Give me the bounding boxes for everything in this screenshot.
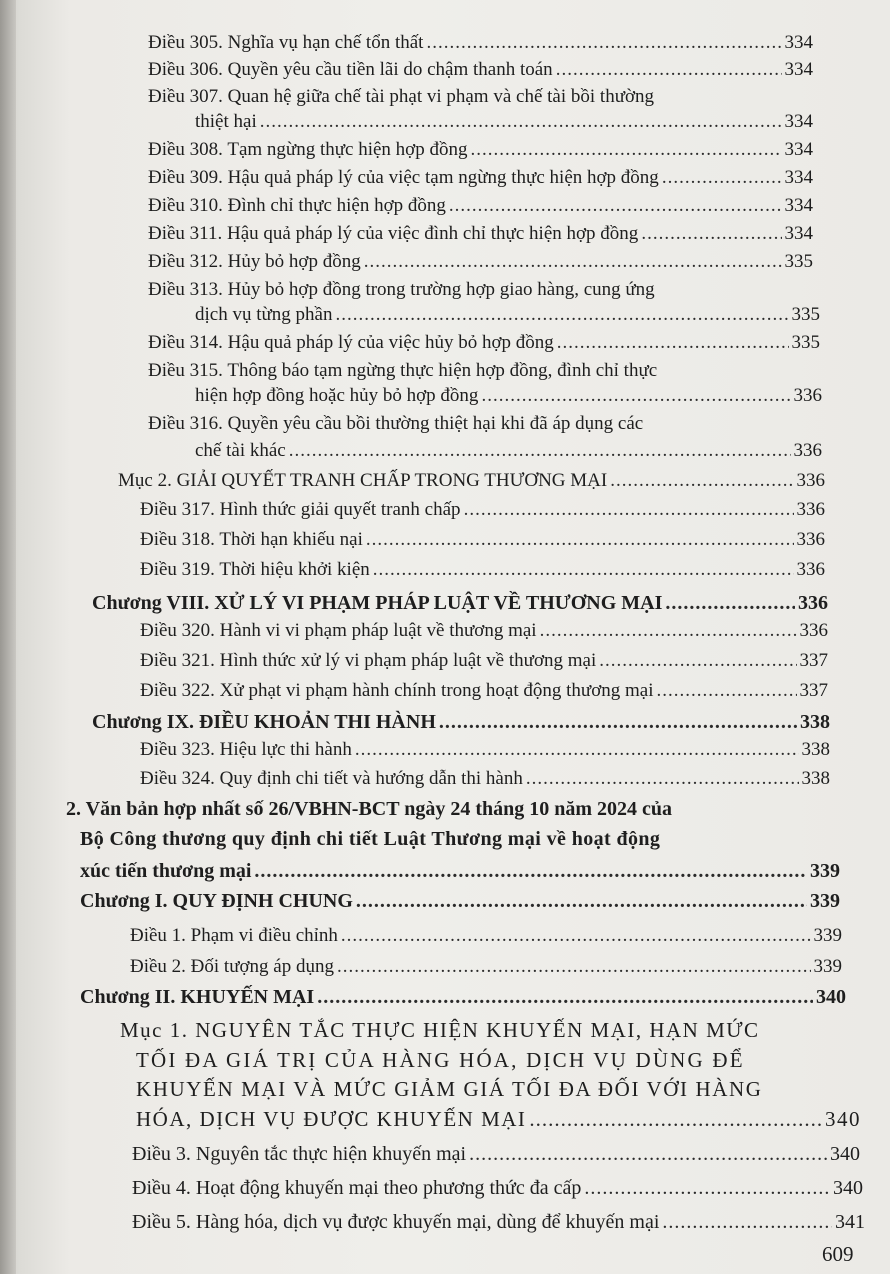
toc-entry-dieu-313-line1: Điều 313. Hủy bỏ hợp đồng trong trường hợp giao hàng, cung ứng [148, 279, 655, 300]
leader-dots [470, 139, 781, 161]
leader-dots [317, 986, 813, 1009]
toc-entry-dieu-316-line1: Điều 316. Quyền yêu cầu bồi thường thiệt hại khi đã áp dụng các [148, 413, 644, 434]
toc-entry-page: 334 [784, 32, 813, 53]
leader-dots [335, 304, 788, 326]
leader-dots [529, 1107, 822, 1132]
leader-dots [289, 440, 791, 462]
toc-entry-dieu-315-line1: Điều 315. Thông báo tạm ngừng thực hiện hợp đồng, đình chỉ thực [148, 360, 658, 381]
leader-dots [662, 167, 782, 189]
toc-entry-dieu-309 [148, 167, 813, 189]
toc-entry-page: 335 [791, 332, 820, 353]
toc-entry-page: 336 [796, 499, 825, 520]
toc-entry-title: Chương I. QUY ĐỊNH CHUNG [80, 890, 353, 912]
toc-section-muc-1 [136, 1107, 861, 1132]
toc-entry-title: Điều 1. Phạm vi điều chỉnh [130, 925, 338, 946]
toc-entry-title: HÓA, DỊCH VỤ ĐƯỢC KHUYẾN MẠI [136, 1107, 527, 1131]
toc-chapter-viii [92, 592, 828, 615]
leader-dots [610, 470, 793, 492]
toc-entry-title: Điều 322. Xử phạt vi phạm hành chính trong hoạt động thương mại [140, 680, 654, 701]
toc-entry-dieu-306 [148, 59, 813, 81]
toc-entry-page: 339 [810, 890, 840, 912]
toc-entry-dieu-318 [140, 529, 825, 551]
leader-dots [526, 768, 799, 790]
toc-entry-dieu-320 [140, 620, 828, 642]
toc-entry-title: Điều 317. Hình thức giải quyết tranh chấp [140, 499, 461, 520]
toc-entry-title: Điều 312. Hủy bỏ hợp đồng [148, 251, 361, 272]
toc-entry-page: 334 [784, 167, 813, 188]
toc-section-muc-1-line3: KHUYẾN MẠI VÀ MỨC GIẢM GIÁ TỐI ĐA ĐỐI VỚI HÀNG [136, 1077, 763, 1101]
toc-entry-title: hiện hợp đồng hoặc hủy bỏ hợp đồng [195, 385, 479, 406]
toc-entry-title: Điều 318. Thời hạn khiếu nại [140, 529, 363, 550]
toc-entry-title: dịch vụ từng phần [195, 304, 333, 325]
page-number: 609 [822, 1242, 854, 1266]
toc-entry-page: 340 [825, 1107, 861, 1131]
toc-entry-title: Điều 2. Đối tượng áp dụng [130, 956, 334, 977]
toc-entry-page: 336 [796, 470, 825, 491]
toc-entry-dieu-323 [140, 739, 830, 761]
toc-entry-page: 334 [784, 59, 813, 80]
toc-entry-dieu-321 [140, 650, 828, 672]
toc-entry-page: 334 [784, 195, 813, 216]
leader-dots [426, 32, 781, 54]
toc-entry-title: Điều 3. Nguyên tắc thực hiện khuyến mại [132, 1143, 467, 1165]
toc-entry-dieu-2 [130, 956, 842, 978]
leader-dots [449, 195, 782, 217]
toc-entry-page: 336 [798, 592, 828, 614]
toc-entry-title: Điều 324. Quy định chi tiết và hướng dẫn thi hành [140, 768, 523, 789]
toc-entry-page: 340 [816, 986, 846, 1008]
toc-entry-page: 337 [799, 680, 828, 701]
toc-entry-title: Điều 306. Quyền yêu cầu tiền lãi do chậm thanh toán [148, 59, 553, 80]
leader-dots [641, 223, 781, 245]
leader-dots [584, 1177, 830, 1200]
toc-entry-page: 340 [830, 1143, 860, 1165]
toc-entry-dieu-317 [140, 499, 825, 521]
toc-entry-title: thiệt hại [195, 111, 257, 132]
toc-entry-title: Điều 4. Hoạt động khuyến mại theo phương thức đa cấp [132, 1177, 582, 1199]
toc-entry-title: Chương VIII. XỬ LÝ VI PHẠM PHÁP LUẬT VỀ THƯƠNG MẠI [92, 592, 663, 614]
toc-entry-dieu-316 [195, 440, 822, 462]
toc-entry-page: 334 [784, 223, 813, 244]
toc-entry-page: 339 [810, 860, 840, 882]
toc-chapter-ix [92, 711, 830, 734]
leader-dots [556, 59, 782, 81]
leader-dots [355, 739, 799, 761]
toc-entry-title: Điều 5. Hàng hóa, dịch vụ được khuyến mại, dùng để khuyến mại [132, 1211, 660, 1233]
toc-entry-page: 334 [784, 111, 813, 132]
toc-entry-dieu-313 [195, 304, 820, 326]
toc-entry-page: 334 [784, 139, 813, 160]
toc-entry-page: 336 [793, 440, 822, 461]
toc-entry-title: Chương IX. ĐIỀU KHOẢN THI HÀNH [92, 711, 436, 733]
toc-entry-page: 338 [801, 768, 830, 789]
toc-entry-page: 341 [835, 1211, 865, 1233]
toc-document-2 [80, 860, 840, 883]
toc-entry-dieu-1 [130, 925, 842, 947]
toc-entry-page: 336 [796, 559, 825, 580]
toc-document-2-line2: Bộ Công thương quy định chi tiết Luật Thương mại về hoạt động [80, 828, 661, 850]
leader-dots [481, 385, 790, 407]
toc-entry-dieu-324 [140, 768, 830, 790]
toc-entry-title: xúc tiến thương mại [80, 860, 252, 882]
toc-section-muc-1-line1: Mục 1. NGUYÊN TẮC THỰC HIỆN KHUYẾN MẠI, HẠN MỨC [120, 1018, 760, 1042]
toc-entry-title: Điều 323. Hiệu lực thi hành [140, 739, 352, 760]
leader-dots [260, 111, 782, 133]
toc-entry-dieu-305 [148, 32, 813, 54]
toc-chapter-ii [80, 986, 846, 1009]
toc-entry-page: 338 [800, 711, 830, 733]
toc-entry-dieu-310 [148, 195, 813, 217]
leader-dots [254, 860, 807, 883]
toc-entry-title: Mục 2. GIẢI QUYẾT TRANH CHẤP TRONG THƯƠNG MẠI [118, 470, 608, 491]
toc-entry-page: 339 [813, 956, 842, 977]
toc-entry-dieu-308 [148, 139, 813, 161]
leader-dots [665, 592, 795, 615]
toc-entry-dieu-4 [132, 1177, 863, 1200]
leader-dots [662, 1211, 832, 1234]
leader-dots [439, 711, 797, 734]
toc-entry-dieu-322 [140, 680, 828, 702]
toc-document-2-line1: 2. Văn bản hợp nhất số 26/VBHN-BCT ngày 24 tháng 10 năm 2024 của [66, 798, 673, 820]
toc-entry-dieu-5 [132, 1211, 865, 1234]
toc-entry-title: Điều 310. Đình chỉ thực hiện hợp đồng [148, 195, 446, 216]
toc-entry-title: Điều 308. Tạm ngừng thực hiện hợp đồng [148, 139, 468, 160]
toc-entry-dieu-307 [195, 111, 813, 133]
toc-entry-dieu-311 [148, 223, 813, 245]
toc-entry-title: chế tài khác [195, 440, 286, 461]
toc-entry-page: 335 [784, 251, 813, 272]
page-gutter-shadow [0, 0, 16, 1274]
toc-entry-title: Điều 311. Hậu quả pháp lý của việc đình chỉ thực hiện hợp đồng [148, 223, 639, 244]
toc-entry-page: 336 [796, 529, 825, 550]
toc-entry-title: Điều 314. Hậu quả pháp lý của việc hủy bỏ hợp đồng [148, 332, 554, 353]
toc-entry-title: Điều 305. Nghĩa vụ hạn chế tổn thất [148, 32, 424, 53]
leader-dots [366, 529, 794, 551]
toc-entry-page: 339 [813, 925, 842, 946]
toc-entry-dieu-3 [132, 1143, 860, 1166]
toc-entry-dieu-314 [148, 332, 820, 354]
toc-section-muc-1-line2: TỐI ĐA GIÁ TRỊ CỦA HÀNG HÓA, DỊCH VỤ DÙNG ĐỂ [136, 1048, 745, 1072]
leader-dots [469, 1143, 827, 1166]
toc-entry-page: 336 [799, 620, 828, 641]
toc-entry-title: Điều 320. Hành vi vi phạm pháp luật về thương mại [140, 620, 537, 641]
toc-entry-dieu-315 [195, 385, 822, 407]
toc-entry-title: Chương II. KHUYẾN MẠI [80, 986, 315, 1008]
leader-dots [364, 251, 782, 273]
toc-entry-dieu-319 [140, 559, 825, 581]
leader-dots [341, 925, 811, 947]
leader-dots [599, 650, 796, 672]
toc-entry-page: 337 [799, 650, 828, 671]
leader-dots [540, 620, 797, 642]
leader-dots [557, 332, 789, 354]
toc-entry-page: 336 [793, 385, 822, 406]
toc-entry-dieu-307-line1: Điều 307. Quan hệ giữa chế tài phạt vi phạm và chế tài bồi thường [148, 86, 655, 107]
toc-entry-page: 335 [791, 304, 820, 325]
toc-entry-title: Điều 321. Hình thức xử lý vi phạm pháp luật về thương mại [140, 650, 597, 671]
leader-dots [464, 499, 794, 521]
toc-section-muc-2 [118, 470, 825, 492]
leader-dots [656, 680, 796, 702]
toc-chapter-i [80, 890, 840, 913]
toc-entry-title: Điều 309. Hậu quả pháp lý của việc tạm ngừng thực hiện hợp đồng [148, 167, 659, 188]
toc-entry-page: 340 [833, 1177, 863, 1199]
toc-entry-title: Điều 319. Thời hiệu khởi kiện [140, 559, 370, 580]
leader-dots [373, 559, 794, 581]
leader-dots [356, 890, 807, 913]
toc-entry-dieu-312 [148, 251, 813, 273]
leader-dots [337, 956, 811, 978]
toc-entry-page: 338 [801, 739, 830, 760]
